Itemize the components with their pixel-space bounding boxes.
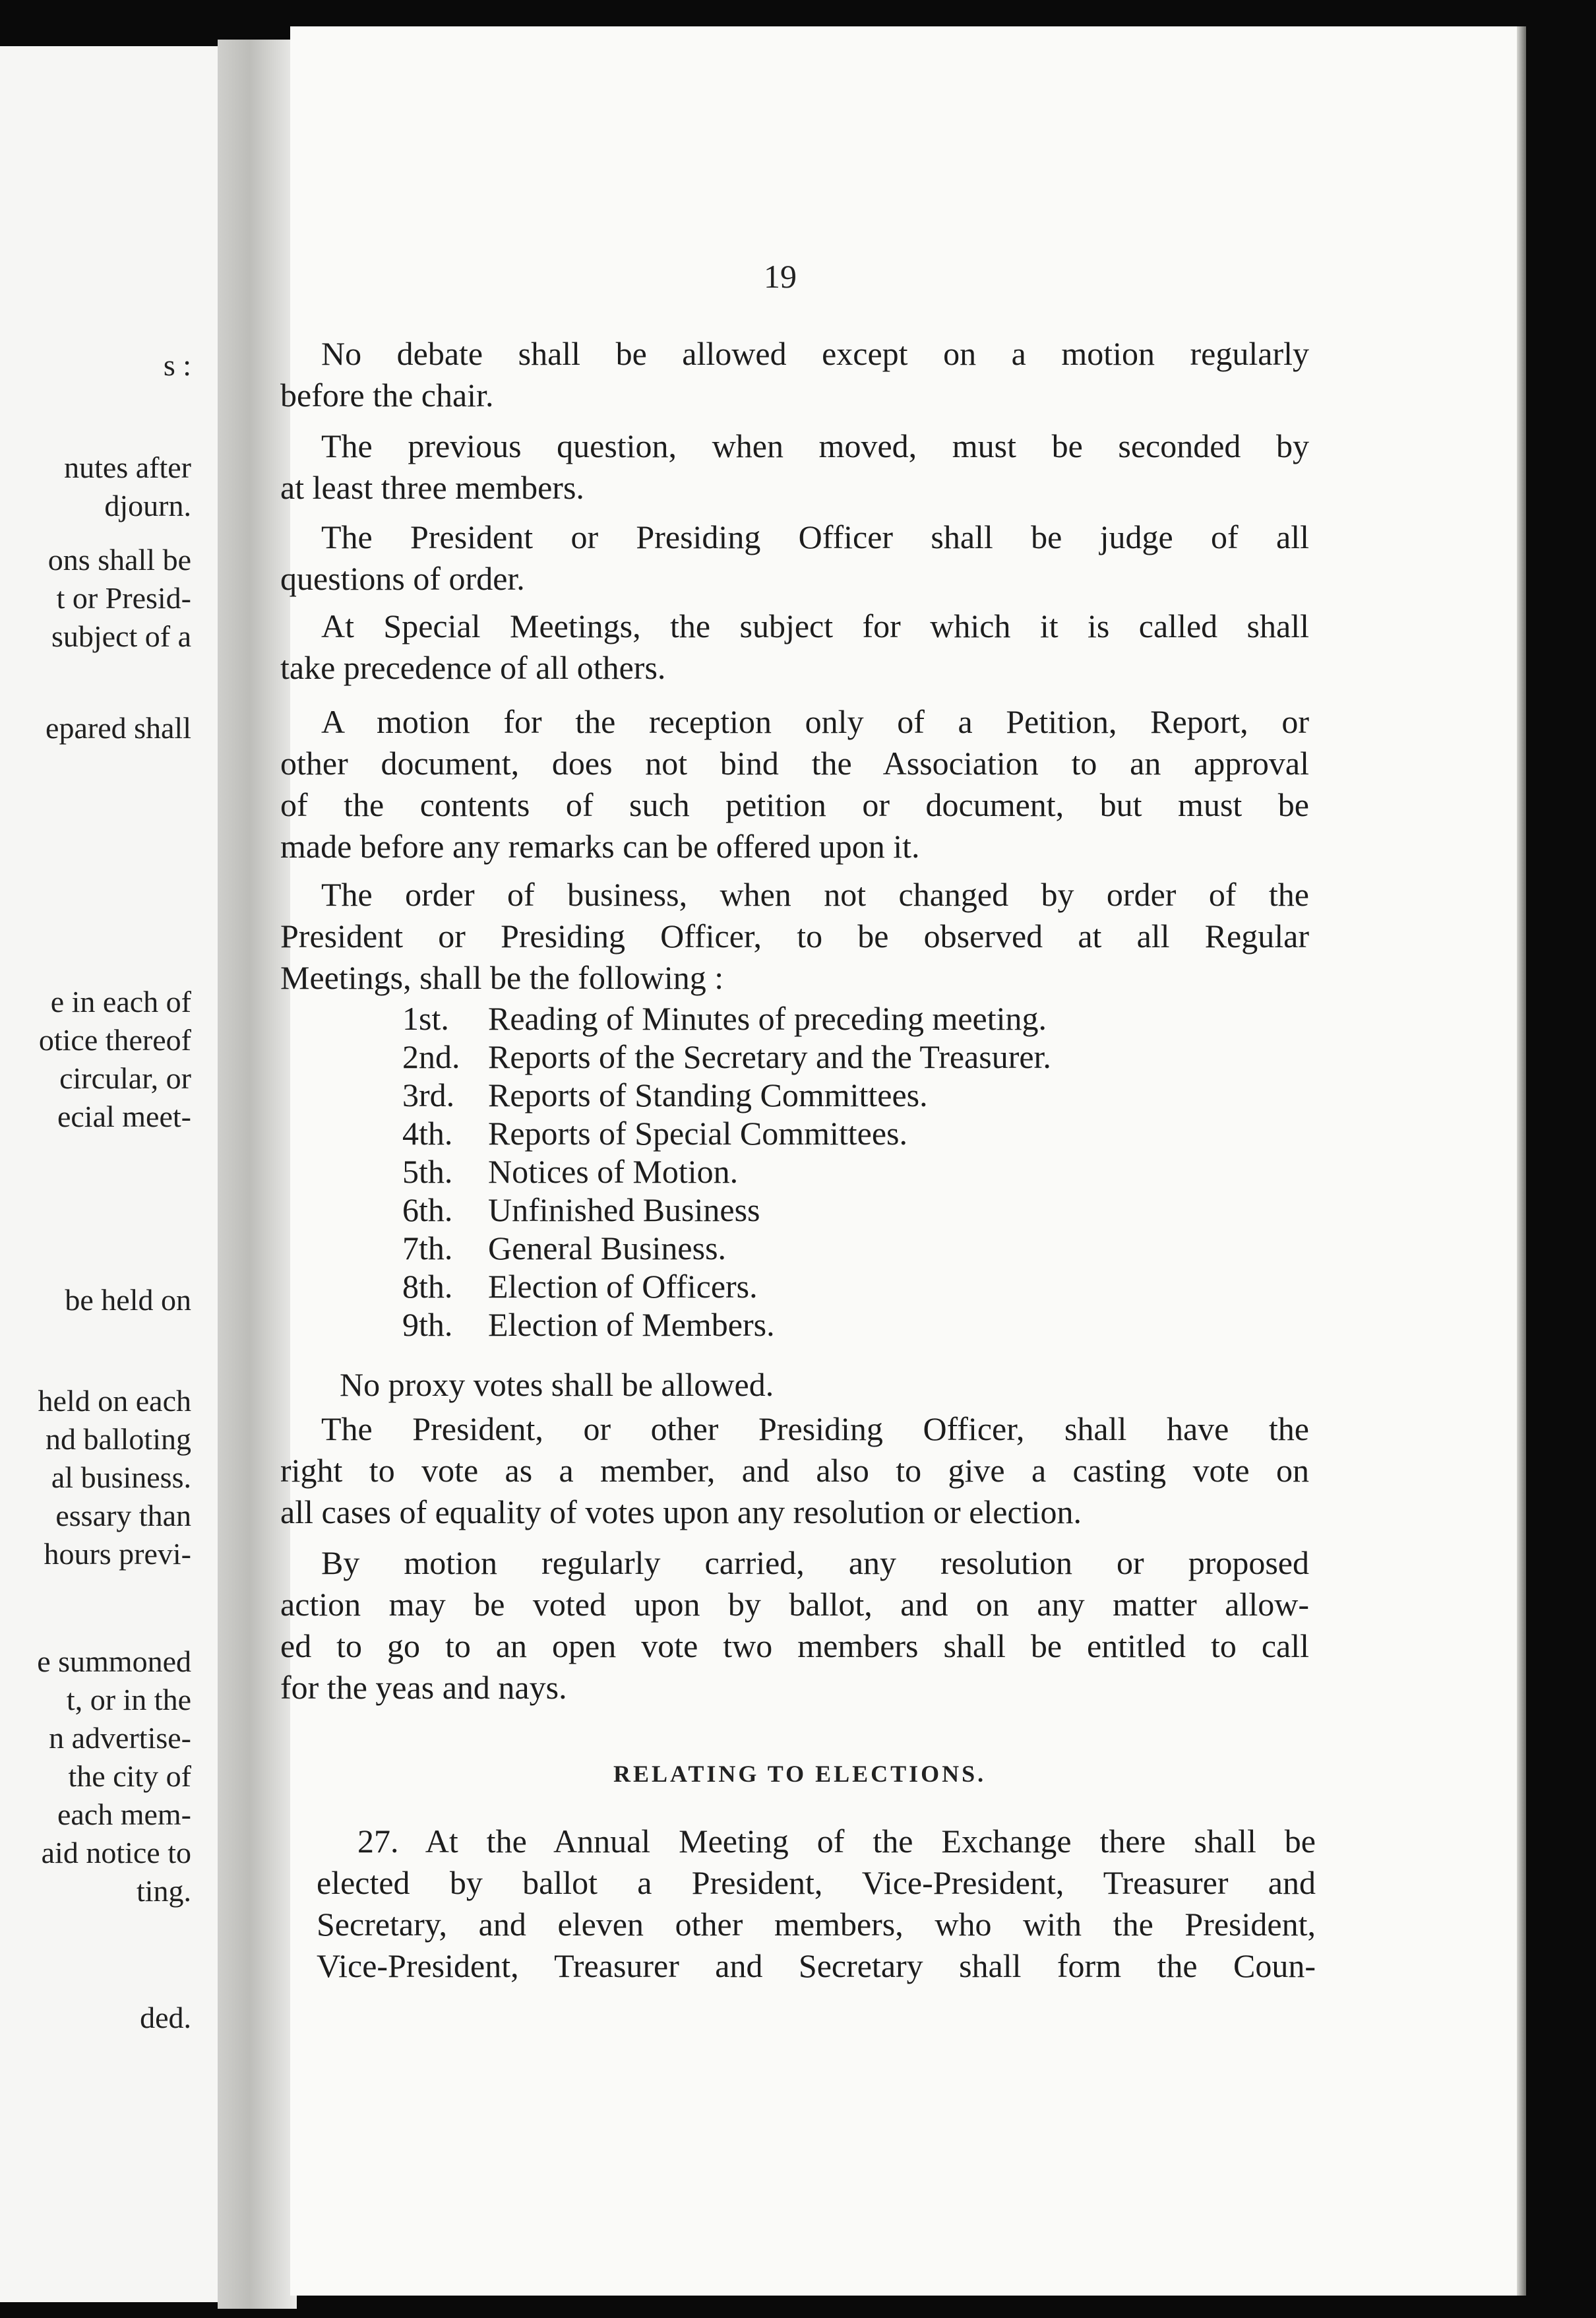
text-line: The President, or other Presiding Officer, shall have the [321, 1410, 1309, 1447]
left-fragment: nd balloting [45, 1422, 191, 1456]
left-fragment: e in each of [50, 985, 191, 1018]
left-fragment: al business. [51, 1460, 191, 1494]
left-fragment: ded. [140, 2001, 191, 2034]
page-number: 19 [764, 258, 797, 295]
list-number: 4th. [402, 1115, 453, 1152]
text-line: A motion for the reception only of a Petition, Report, or [321, 703, 1309, 740]
list-item [402, 1076, 1051, 1114]
text-line: right to vote as a member, and also to give a casting vote on [280, 1452, 1309, 1489]
left-fragment: t or Presid- [56, 581, 191, 615]
text-line: Secretary, and eleven other members, who with the President, [317, 1906, 1316, 1943]
text-line: The President or Presiding Officer shall be judge of all [321, 518, 1309, 555]
left-fragment: n advertise- [49, 1721, 191, 1755]
left-fragment: epared shall [46, 711, 191, 745]
list-number: 9th. [402, 1306, 453, 1343]
text-line: before the chair. [280, 377, 494, 414]
list-number: 3rd. [402, 1077, 455, 1113]
text-line: of the contents of such petition or document, but must be [280, 786, 1309, 823]
paragraph-presiding-judge [280, 517, 1309, 600]
left-fragment: ting. [136, 1874, 191, 1908]
left-fragment: ecial meet- [57, 1100, 191, 1133]
list-text: Election of Officers. [488, 1268, 758, 1305]
list-text: Unfinished Business [488, 1191, 760, 1228]
text-line: at least three members. [280, 469, 584, 506]
text-line: elected by ballot a President, Vice-President, Treasurer and [317, 1864, 1316, 1901]
paragraph-previous-question [280, 425, 1309, 509]
left-fragment: subject of a [51, 619, 191, 653]
paragraph-motion-reception [280, 701, 1309, 867]
paragraph-casting-vote [280, 1408, 1309, 1533]
text-line: 27. At the Annual Meeting of the Exchange there shall be [357, 1823, 1316, 1860]
text-line: No debate shall be allowed except on a motion regularly [321, 335, 1309, 372]
list-number: 8th. [402, 1268, 453, 1305]
list-text: Reading of Minutes of preceding meeting. [488, 1000, 1047, 1037]
text-line: By motion regularly carried, any resolution or proposed [321, 1544, 1309, 1581]
left-fragment: nutes after [64, 451, 191, 484]
left-fragment: hours previ- [44, 1537, 191, 1571]
left-page-margin [0, 46, 218, 2302]
text-line: questions of order. [280, 560, 525, 597]
left-fragment: each mem- [57, 1798, 191, 1831]
list-text: Notices of Motion. [488, 1153, 739, 1190]
left-fragment: essary than [55, 1499, 191, 1532]
text-line: President or Presiding Officer, to be observed at all Regular [280, 918, 1309, 955]
list-text: Reports of the Secretary and the Treasurer. [488, 1038, 1051, 1075]
text-line: take precedence of all others. [280, 649, 666, 686]
text-line: other document, does not bind the Association to an approval [280, 745, 1309, 782]
paragraph-proxy-votes [340, 1364, 933, 1406]
list-item [402, 1191, 1051, 1229]
list-item [402, 1152, 1051, 1191]
list-item [402, 1229, 1051, 1267]
section-heading: RELATING TO ELECTIONS. [613, 1761, 987, 1787]
text-line: Meetings, shall be the following : [280, 959, 724, 996]
left-fragment: djourn. [104, 489, 191, 522]
list-number: 2nd. [402, 1038, 460, 1075]
text-line: action may be voted upon by ballot, and on any matter allow- [280, 1586, 1309, 1623]
list-text: General Business. [488, 1230, 727, 1267]
left-fragment: t, or in the [66, 1683, 191, 1716]
paragraph-ballot-vote [280, 1542, 1309, 1708]
left-fragment: s : [163, 348, 191, 382]
page-edge-shadow [1517, 26, 1526, 2296]
order-of-business-list [402, 999, 1051, 1344]
list-item [402, 1305, 1051, 1344]
list-item [402, 999, 1051, 1038]
text-line: The order of business, when not changed by order of the [321, 876, 1309, 913]
list-number: 5th. [402, 1153, 453, 1190]
list-text: Reports of Standing Committees. [488, 1077, 928, 1113]
list-item [402, 1114, 1051, 1152]
paragraph-order-of-business [280, 874, 1309, 999]
list-text: Reports of Special Committees. [488, 1115, 908, 1152]
paragraph-elections [317, 1821, 1316, 1987]
left-fragment: e summoned [37, 1645, 191, 1678]
list-item [402, 1038, 1051, 1076]
list-number: 7th. [402, 1230, 453, 1267]
left-fragment: held on each [38, 1384, 191, 1418]
text-line: The previous question, when moved, must be seconded by [321, 427, 1309, 464]
text-line: for the yeas and nays. [280, 1669, 567, 1706]
list-number: 6th. [402, 1191, 453, 1228]
left-fragment: the city of [68, 1759, 191, 1793]
list-number: 1st. [402, 1000, 449, 1037]
left-fragment: aid notice to [41, 1836, 191, 1869]
left-fragment: otice thereof [38, 1023, 191, 1057]
list-item [402, 1267, 1051, 1305]
paragraph-debate [280, 333, 1309, 416]
paragraph-special-meetings [280, 606, 1309, 689]
text-line: all cases of equality of votes upon any resolution or election. [280, 1493, 1082, 1530]
text-line: Vice-President, Treasurer and Secretary shall form the Coun- [317, 1947, 1316, 1984]
list-text: Election of Members. [488, 1306, 775, 1343]
text-line: ed to go to an open vote two members shall be entitled to call [280, 1627, 1309, 1664]
left-fragment: ons shall be [47, 543, 191, 577]
left-fragment: circular, or [59, 1061, 191, 1095]
left-fragment: be held on [65, 1283, 191, 1317]
text-line: No proxy votes shall be allowed. [340, 1366, 774, 1403]
text-line: At Special Meetings, the subject for which it is called shall [321, 608, 1309, 644]
text-line: made before any remarks can be offered upon it. [280, 828, 920, 865]
